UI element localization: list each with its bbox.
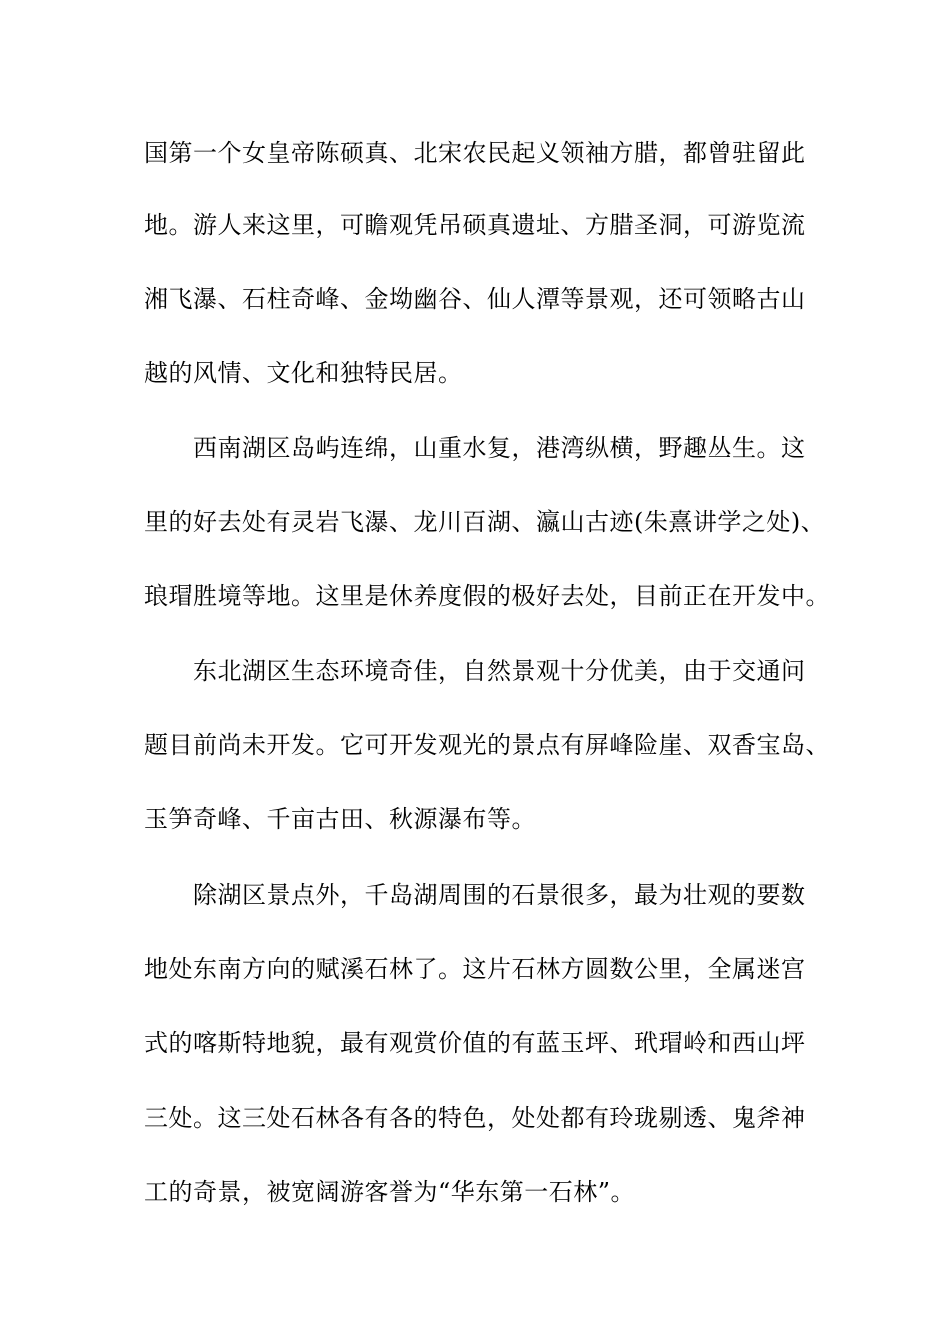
paragraph-3-line-2: 题目前尚未开发。它可开发观光的景点有屏峰险崖、双香宝岛、 xyxy=(144,731,830,759)
paragraph-3-line-3: 玉笋奇峰、千亩古田、秋源瀑布等。 xyxy=(144,805,536,833)
paragraph-2-line-1: 西南湖区岛屿连绵，山重水复，港湾纵横，野趣丛生。这 xyxy=(193,434,806,462)
paragraph-4-line-4: 三处。这三处石林各有各的特色，处处都有玲珑剔透、鬼斧神 xyxy=(144,1104,806,1132)
paragraph-1-line-1: 国第一个女皇帝陈硕真、北宋农民起义领袖方腊，都曾驻留此 xyxy=(144,139,806,167)
paragraph-1-line-4: 越的风情、文化和独特民居。 xyxy=(144,359,463,387)
paragraph-3-line-1: 东北湖区生态环境奇佳，自然景观十分优美，由于交通问 xyxy=(193,657,806,685)
paragraph-4-line-5: 工的奇景，被宽阔游客誉为“华东第一石林”。 xyxy=(144,1178,636,1206)
paragraph-1-line-3: 湘飞瀑、石柱奇峰、金坳幽谷、仙人潭等景观，还可领略古山 xyxy=(144,285,806,313)
paragraph-2-line-2: 里的好去处有灵岩飞瀑、龙川百湖、瀛山古迹(朱熹讲学之处)、 xyxy=(144,508,826,536)
paragraph-4-line-2: 地处东南方向的赋溪石林了。这片石林方圆数公里，全属迷宫 xyxy=(144,955,806,983)
paragraph-4-line-3: 式的喀斯特地貌，最有观赏价值的有蓝玉坪、玳瑁岭和西山坪 xyxy=(144,1029,806,1057)
paragraph-1-line-2: 地。游人来这里，可瞻观凭吊硕真遗址、方腊圣洞，可游览流 xyxy=(144,211,806,239)
paragraph-2-line-3: 琅瑁胜境等地。这里是休养度假的极好去处，目前正在开发中。 xyxy=(144,582,830,610)
paragraph-4-line-1: 除湖区景点外，千岛湖周围的石景很多，最为壮观的要数 xyxy=(193,881,806,909)
